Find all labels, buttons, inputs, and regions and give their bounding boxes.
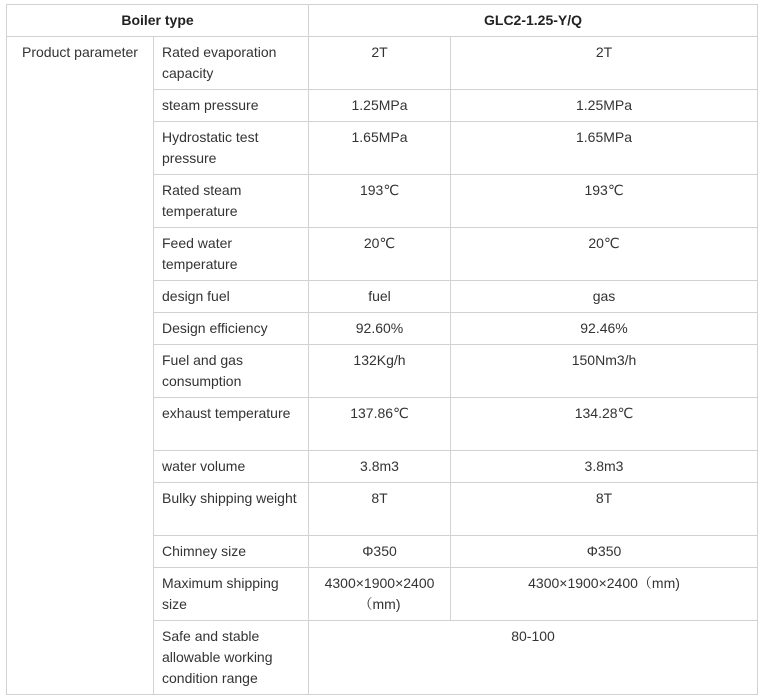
parameter-name: steam pressure [154, 90, 309, 122]
fuel-value: 137.86℃ [309, 398, 451, 451]
gas-value: 193℃ [451, 175, 758, 228]
table-row [7, 37, 758, 90]
fuel-value: fuel [309, 281, 451, 313]
gas-value: 92.46% [451, 313, 758, 345]
fuel-value: 1.65MPa [309, 122, 451, 175]
fuel-value: 92.60% [309, 313, 451, 345]
model-header: GLC2-1.25-Y/Q [309, 5, 758, 37]
fuel-value: 4300×1900×2400（mm) [309, 568, 451, 621]
table-header-row [7, 5, 758, 37]
gas-value: 150Nm3/h [451, 345, 758, 398]
fuel-value: Φ350 [309, 536, 451, 568]
gas-value: Φ350 [451, 536, 758, 568]
parameter-name: Hydrostatic test pressure [154, 122, 309, 175]
parameter-name: Bulky shipping weight [154, 483, 309, 536]
parameter-name: Design efficiency [154, 313, 309, 345]
gas-value: 1.25MPa [451, 90, 758, 122]
parameter-name: exhaust temperature [154, 398, 309, 451]
working-range-value: 80-100 [309, 621, 758, 695]
boiler-spec-table [6, 4, 758, 695]
parameter-name: Maximum shipping size [154, 568, 309, 621]
parameter-name: Rated evaporation capacity [154, 37, 309, 90]
parameter-name: Safe and stable allowable working condition range [154, 621, 309, 695]
gas-value: 1.65MPa [451, 122, 758, 175]
parameter-name: Feed water temperature [154, 228, 309, 281]
fuel-value: 20℃ [309, 228, 451, 281]
gas-value: 3.8m3 [451, 451, 758, 483]
boiler-type-header: Boiler type [7, 5, 309, 37]
fuel-value: 132Kg/h [309, 345, 451, 398]
parameter-name: Fuel and gas consumption [154, 345, 309, 398]
product-parameter-label: Product parameter [7, 37, 154, 695]
parameter-name: design fuel [154, 281, 309, 313]
fuel-value: 1.25MPa [309, 90, 451, 122]
gas-value: 8T [451, 483, 758, 536]
parameter-name: Chimney size [154, 536, 309, 568]
gas-value: 134.28℃ [451, 398, 758, 451]
fuel-value: 3.8m3 [309, 451, 451, 483]
parameter-name: water volume [154, 451, 309, 483]
gas-value: 2T [451, 37, 758, 90]
fuel-value: 193℃ [309, 175, 451, 228]
gas-value: 20℃ [451, 228, 758, 281]
fuel-value: 8T [309, 483, 451, 536]
gas-value: 4300×1900×2400（mm) [451, 568, 758, 621]
parameter-name: Rated steam temperature [154, 175, 309, 228]
fuel-value: 2T [309, 37, 451, 90]
gas-value: gas [451, 281, 758, 313]
